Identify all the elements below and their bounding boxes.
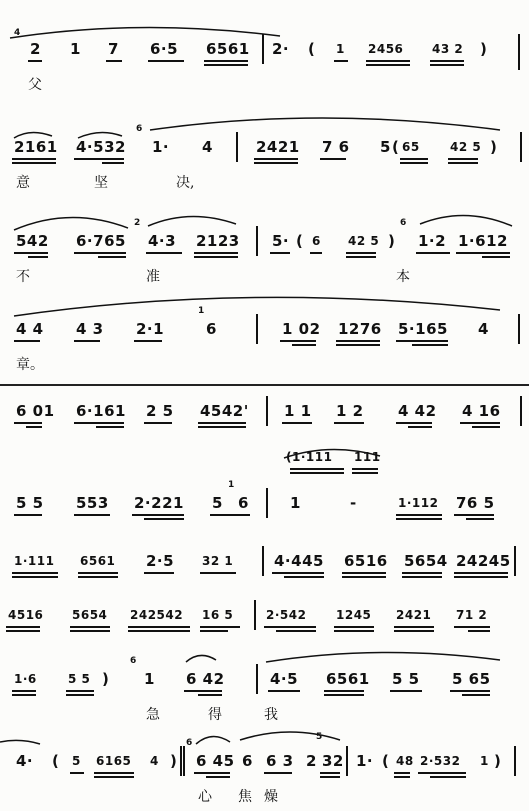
note: 4 16 (462, 402, 501, 420)
lyric: 我 (264, 707, 278, 723)
grace-note: 2 (134, 218, 141, 228)
paren: ) (102, 670, 110, 688)
barline (256, 664, 258, 694)
note: 5 5 (68, 672, 91, 686)
note: 4·445 (274, 552, 324, 570)
note: 7 6 (322, 138, 350, 156)
paren: ) (494, 752, 502, 770)
note: 2421 (396, 608, 432, 622)
barline (266, 488, 268, 518)
note: 1 (290, 494, 301, 512)
lyric: 坚 (94, 175, 108, 191)
note: 4 42 (398, 402, 437, 420)
barline (256, 314, 258, 344)
note: 1· (152, 138, 170, 156)
paren: ( (296, 232, 304, 250)
note: 7 (108, 40, 119, 58)
note: 42 5 (450, 140, 482, 154)
barline (266, 396, 268, 426)
paren: ) (490, 138, 498, 156)
note: 6165 (96, 754, 132, 768)
note: 6·765 (76, 232, 126, 250)
note: 2 5 (146, 402, 174, 420)
note: 4 (150, 754, 159, 768)
lyric: 得 (208, 707, 222, 723)
lyric: 章。 (16, 357, 44, 373)
note: 4542' (200, 402, 249, 420)
note: 1 (480, 754, 489, 768)
note: 5 (212, 494, 223, 512)
note: 2·1 (136, 320, 165, 338)
note: 1·6 (14, 672, 37, 686)
note: 32 (322, 752, 344, 770)
grace-note: 6 (136, 124, 143, 134)
paren: ( (52, 752, 60, 770)
note: 1 02 (282, 320, 321, 338)
note: 2· (272, 40, 290, 58)
barline (262, 34, 264, 64)
note: 2123 (196, 232, 240, 250)
note: 4· (16, 752, 34, 770)
grace-note: 5 (316, 732, 323, 742)
note: 5 (72, 754, 81, 768)
lyric: 急 (146, 707, 160, 723)
paren: ( (392, 138, 400, 156)
tie-arcs (0, 638, 529, 698)
paren: ) (388, 232, 396, 250)
note: 2·5 (146, 552, 175, 570)
note: - (350, 494, 357, 512)
note: 5·165 (398, 320, 448, 338)
note: 6516 (344, 552, 388, 570)
tie-arcs (0, 720, 529, 780)
barline (346, 746, 348, 776)
note: 1 2 (336, 402, 364, 420)
note: 1276 (338, 320, 382, 338)
note: 1· (356, 752, 374, 770)
barline (236, 132, 238, 162)
lyric: 父 (28, 77, 42, 93)
grace-note: 6 (186, 738, 193, 748)
grace-note: 1 (228, 480, 235, 490)
note: 2456 (368, 42, 404, 56)
note: 5 65 (452, 670, 491, 688)
note: 5 (380, 138, 391, 156)
paren: ( (308, 40, 316, 58)
lyric: 本 (396, 269, 410, 285)
tie-arcs (0, 288, 529, 348)
tie-arcs (0, 8, 529, 68)
note: 32 1 (202, 554, 234, 568)
note: 1·612 (458, 232, 508, 250)
note: 2·542 (266, 608, 307, 622)
note: 4 (478, 320, 489, 338)
lyric: 决, (176, 175, 195, 191)
barline (518, 34, 520, 70)
note: 6 01 (16, 402, 55, 420)
note: 71 2 (456, 608, 488, 622)
barline (520, 132, 522, 162)
note: 6 (238, 494, 249, 512)
note: 553 (76, 494, 109, 512)
note: 5· (272, 232, 290, 250)
note: 48 (396, 754, 414, 768)
note: 6·161 (76, 402, 126, 420)
note: 1 1 (284, 402, 312, 420)
tie-arcs (0, 434, 529, 494)
note: 1·2 (418, 232, 447, 250)
barline (518, 314, 520, 344)
note: 4·3 (148, 232, 177, 250)
lyric: 焦 (238, 789, 252, 805)
paren: ) (170, 752, 178, 770)
overhead-note: 111 (354, 450, 381, 464)
tie-arcs (0, 106, 529, 166)
paren: ) (480, 40, 488, 58)
note: 2421 (256, 138, 300, 156)
lyric: 燥 (264, 789, 278, 805)
note: 4 3 (76, 320, 104, 338)
note: 6561 (326, 670, 370, 688)
note: 24245 (456, 552, 511, 570)
note: 242542 (130, 608, 184, 622)
barline (262, 546, 264, 576)
note: 5 5 (16, 494, 44, 512)
note: 6·5 (150, 40, 179, 58)
lyric: 意 (16, 175, 30, 191)
note: 76 5 (456, 494, 495, 512)
note: 6561 (206, 40, 250, 58)
grace-note: 1 (198, 306, 205, 316)
note: 65 (402, 140, 420, 154)
note: 1·111 (14, 554, 55, 568)
note: 6 42 (186, 670, 225, 688)
barline (514, 746, 516, 776)
note: 16 5 (202, 608, 234, 622)
note: 4·5 (270, 670, 299, 688)
note: 1 (144, 670, 155, 688)
note: 1245 (336, 608, 372, 622)
note: 6 3 (266, 752, 294, 770)
note: 2 (30, 40, 41, 58)
note: 6561 (80, 554, 116, 568)
note: 1·112 (398, 496, 439, 510)
note: 6 (312, 234, 321, 248)
note: 6 45 (196, 752, 235, 770)
note: 4 4 (16, 320, 44, 338)
note: 2·532 (420, 754, 461, 768)
barline (256, 226, 258, 256)
note: 2·221 (134, 494, 184, 512)
barline (514, 546, 516, 576)
note: 1 (70, 40, 81, 58)
note: 4·532 (76, 138, 126, 156)
note: 6 (206, 320, 217, 338)
note: 5654 (404, 552, 448, 570)
grace-note: 6 (400, 218, 407, 228)
note: 1 (336, 42, 345, 56)
note: 4 (202, 138, 213, 156)
note: 542 (16, 232, 49, 250)
barline (254, 600, 256, 630)
barline (520, 396, 522, 426)
paren: ( (382, 752, 390, 770)
note: 43 2 (432, 42, 464, 56)
grace-note: 6 (130, 656, 137, 666)
note: 42 5 (348, 234, 380, 248)
lyric: 心 (198, 789, 212, 805)
grace-note: 4 (14, 28, 21, 38)
section-divider (0, 384, 529, 386)
tie-arcs (0, 200, 529, 260)
double-barline (180, 746, 185, 776)
note: 2161 (14, 138, 58, 156)
note: 4516 (8, 608, 44, 622)
note: 2 (306, 752, 317, 770)
note: 5654 (72, 608, 108, 622)
note: 6 (242, 752, 253, 770)
note: 5 5 (392, 670, 420, 688)
overhead-note: (1·111 (286, 450, 333, 464)
lyric: 不 (16, 269, 30, 285)
lyric: 准 (146, 269, 160, 285)
